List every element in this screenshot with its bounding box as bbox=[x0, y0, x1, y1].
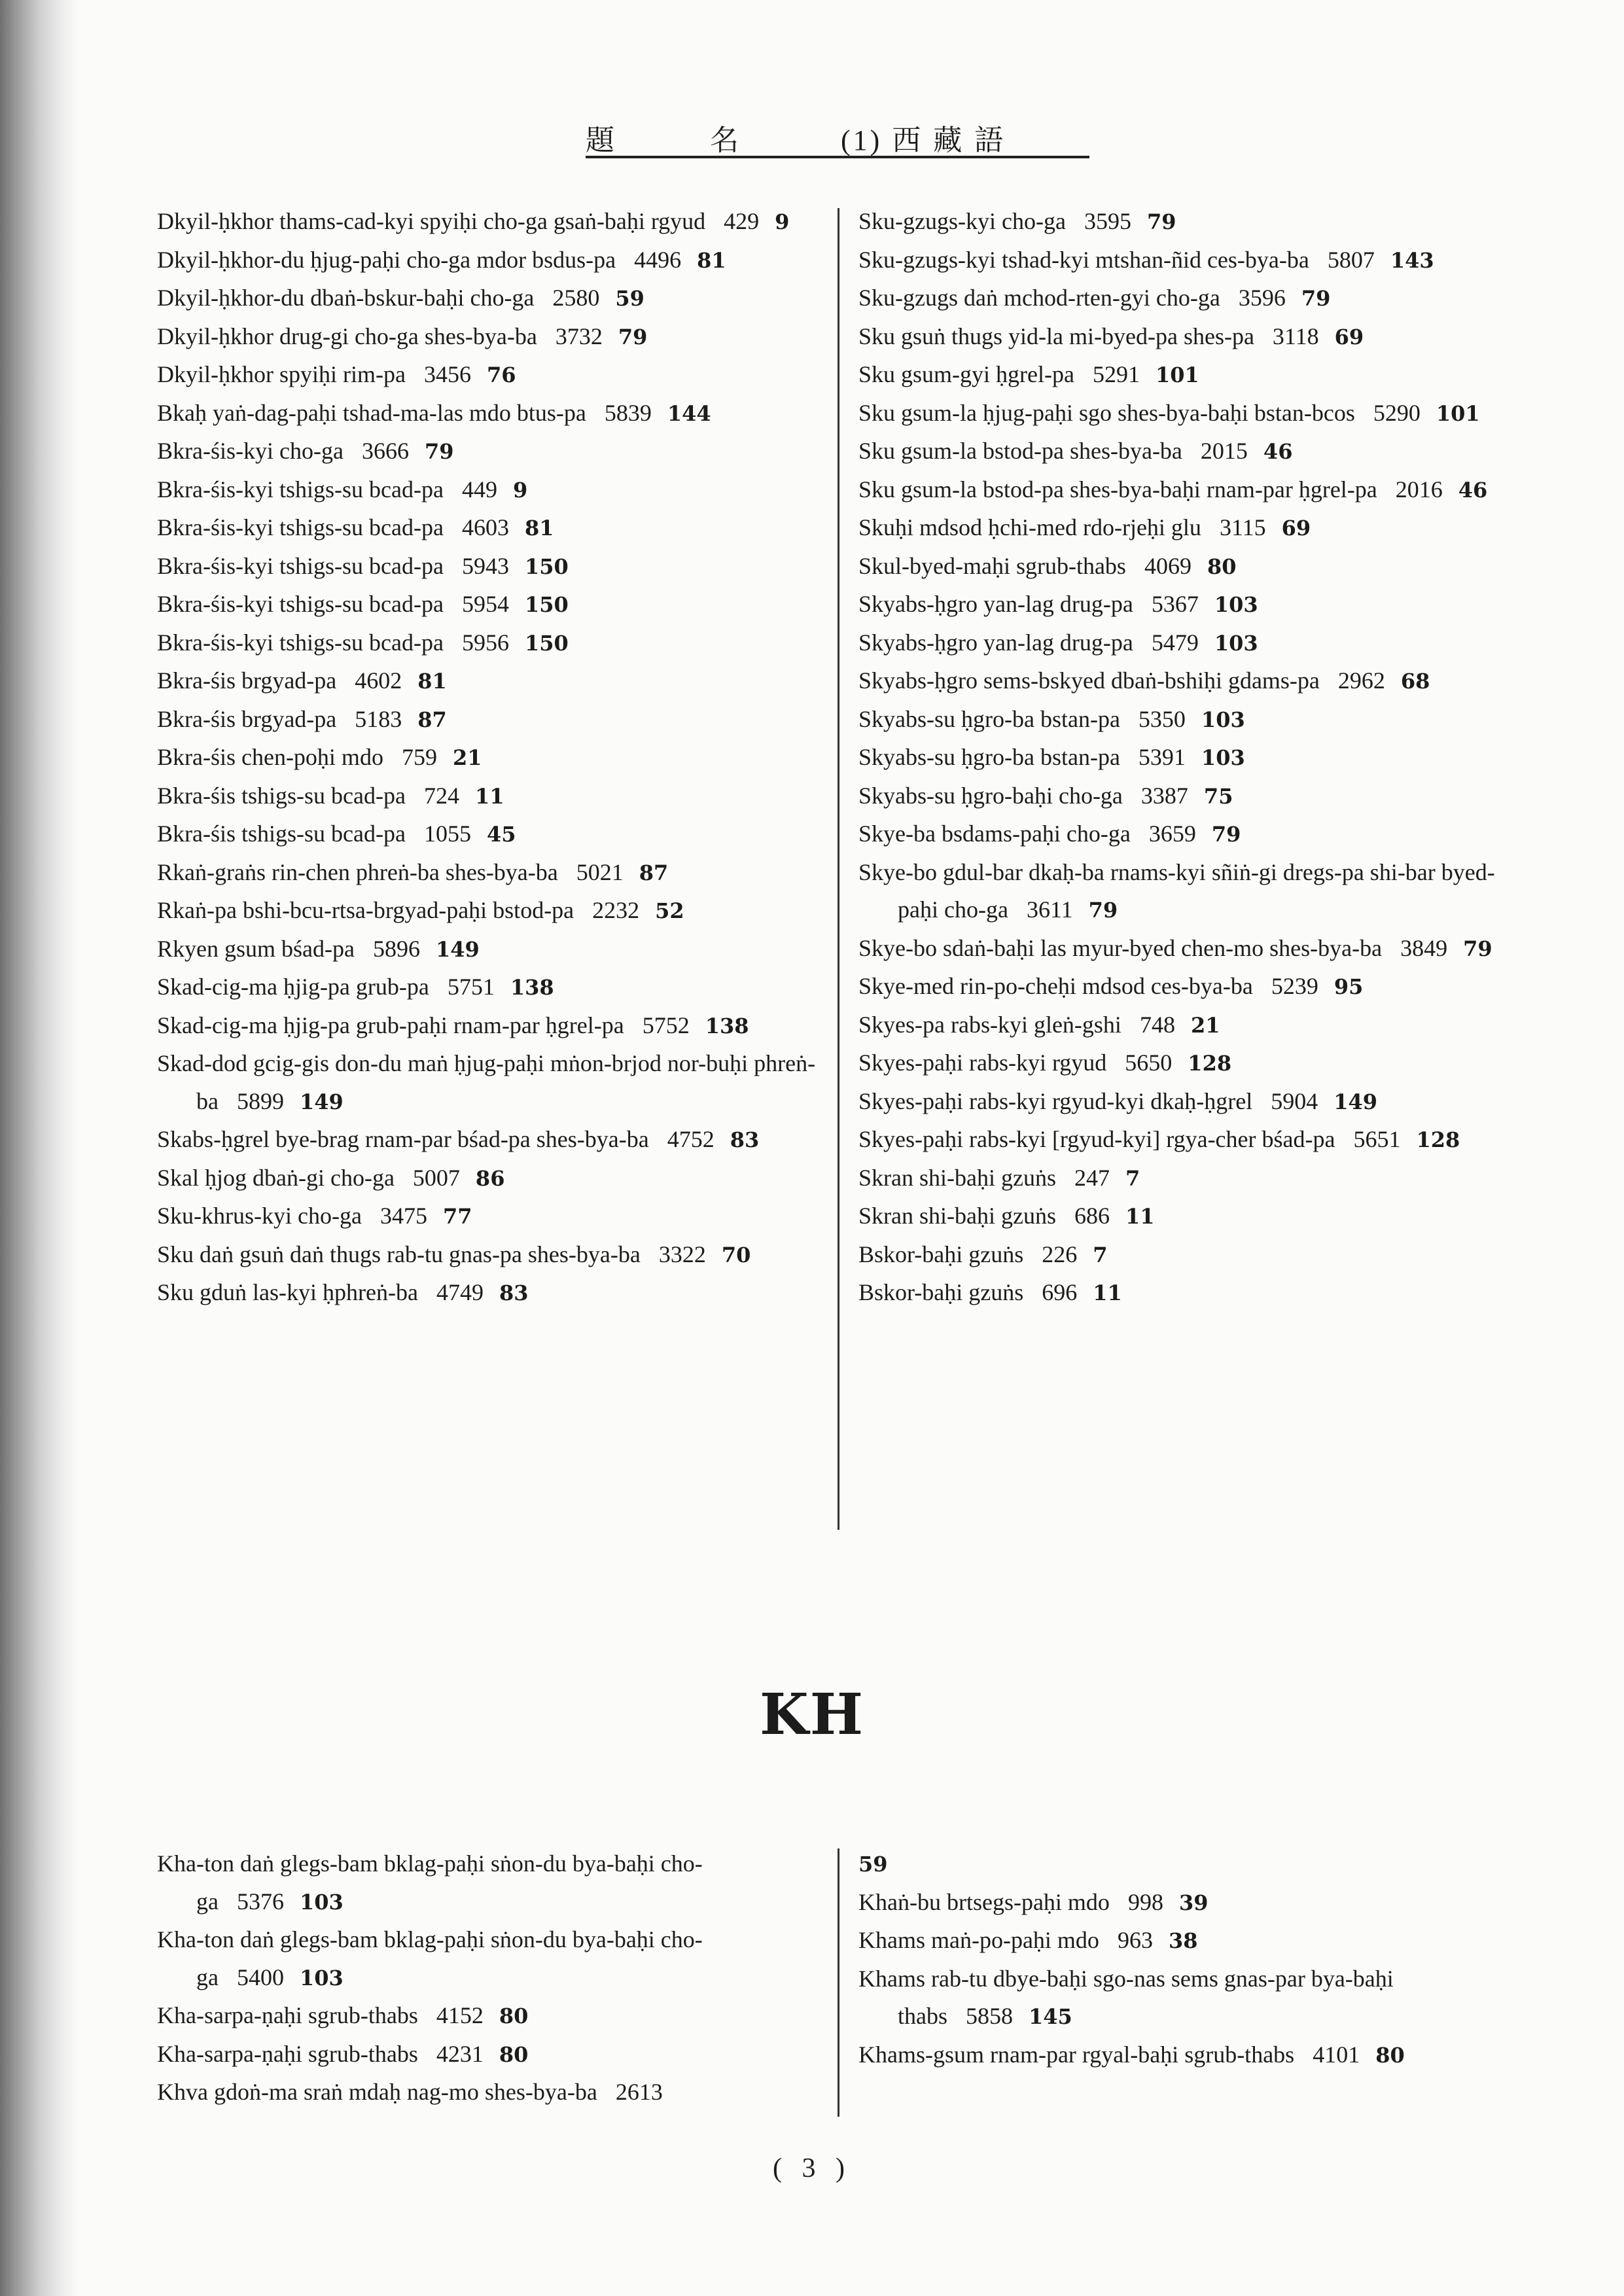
entry-catalog-number: 998 bbox=[1127, 1888, 1163, 1915]
index-entry bbox=[858, 1121, 1526, 1159]
entry-catalog-number: 4069 bbox=[1144, 552, 1192, 579]
entry-title: Sku-gzugs daṅ mchod-rten-gyi cho-ga bbox=[858, 285, 1220, 311]
entry-title: Khams rab-tu dbye-baḥi sgo-nas sems gnas-par bya-baḥi thabs bbox=[858, 1965, 1394, 2029]
entry-catalog-number: 4603 bbox=[461, 514, 509, 540]
entry-title: Skad-dod gcig-gis don-du maṅ ḥjug-paḥi mṅon-brjod nor-buḥi phreṅ-ba bbox=[157, 1050, 816, 1114]
entry-title: Skyabs-su ḥgro-ba bstan-pa bbox=[858, 705, 1120, 732]
entry-page-ref: 86 bbox=[475, 1165, 505, 1191]
index-entry bbox=[157, 777, 818, 816]
entry-page-ref: 69 bbox=[1281, 516, 1311, 540]
entry-page-ref: 103 bbox=[1214, 630, 1258, 656]
entry-page-ref: 69 bbox=[1334, 324, 1364, 349]
entry-catalog-number: 748 bbox=[1139, 1011, 1175, 1038]
index-entry bbox=[157, 203, 818, 241]
entry-page-ref: 87 bbox=[417, 707, 447, 732]
header-title-part-2: 名 bbox=[710, 124, 741, 156]
entry-page-ref: 150 bbox=[524, 554, 569, 579]
entry-catalog-number: 4101 bbox=[1313, 2041, 1360, 2068]
entry-page-ref: 80 bbox=[1375, 2042, 1405, 2068]
entry-page-ref: 80 bbox=[499, 2041, 529, 2067]
entry-catalog-number: 5021 bbox=[576, 858, 624, 885]
entry-page-ref: 79 bbox=[1463, 936, 1492, 961]
entry-title: Rkaṅ-pa bshi-bcu-rtsa-brgyad-paḥi bstod-pa bbox=[157, 897, 574, 923]
index-entry bbox=[157, 471, 818, 510]
index-entry bbox=[157, 1997, 818, 2036]
entry-title: Bkra-śis tshigs-su bcad-pa bbox=[157, 821, 406, 847]
entry-page-ref: 68 bbox=[1400, 669, 1430, 694]
entry-page-ref: 80 bbox=[499, 2004, 529, 2028]
entry-title: Skran shi-baḥi gzuṅs bbox=[858, 1164, 1056, 1191]
entry-title: Skuḥi mdsod ḥchi-med rdo-rjeḥi glu bbox=[858, 514, 1201, 540]
entry-title: Khams-gsum rnam-par rgyal-baḥi sgrub-thabs bbox=[858, 2041, 1295, 2068]
entry-page-ref: 128 bbox=[1188, 1051, 1232, 1076]
entry-title: Sku gsum-la bstod-pa shes-bya-baḥi rnam-par ḥgrel-pa bbox=[858, 476, 1377, 503]
index-entry bbox=[858, 356, 1526, 395]
index-entry bbox=[157, 1845, 818, 1921]
column-divider-bottom bbox=[838, 1848, 839, 2117]
entry-title: Bkra-śis-kyi tshigs-su bcad-pa bbox=[157, 629, 444, 656]
entry-page-ref: 101 bbox=[1436, 400, 1480, 426]
entry-title: Bkra-śis-kyi tshigs-su bcad-pa bbox=[157, 552, 444, 579]
scan-shadow-edge bbox=[0, 0, 79, 2296]
entry-catalog-number: 5956 bbox=[461, 629, 509, 656]
index-entry bbox=[858, 662, 1526, 701]
entry-catalog-number: 2613 bbox=[615, 2079, 663, 2105]
entry-catalog-number: 5290 bbox=[1373, 399, 1421, 426]
entry-title: Kha-ton daṅ glegs-bam bklag-paḥi sṅon-du bya-baḥi cho-ga bbox=[157, 1926, 703, 1990]
entry-title: Skran shi-baḥi gzuṅs bbox=[858, 1203, 1056, 1229]
entry-title: Sku-gzugs-kyi cho-ga bbox=[858, 208, 1066, 234]
entry-page-ref: 79 bbox=[1301, 286, 1331, 311]
entry-title: Skul-byed-maḥi sgrub-thabs bbox=[858, 552, 1126, 579]
entry-catalog-number: 3732 bbox=[555, 323, 603, 349]
entry-catalog-number: 3322 bbox=[658, 1241, 706, 1267]
entry-catalog-number: 3596 bbox=[1238, 285, 1286, 311]
entry-page-ref: 11 bbox=[1125, 1204, 1155, 1229]
index-entry bbox=[157, 356, 818, 395]
entry-catalog-number: 3115 bbox=[1219, 514, 1266, 540]
entry-catalog-number: 1055 bbox=[423, 821, 471, 847]
entry-catalog-number: 3666 bbox=[361, 438, 409, 464]
index-column-right-top bbox=[858, 203, 1526, 1313]
entry-page-ref: 77 bbox=[442, 1204, 472, 1229]
entry-title: Dkyil-ḥkhor drug-gi cho-ga shes-bya-ba bbox=[157, 323, 537, 349]
entry-title: Skad-cig-ma ḥjig-pa grub-paḥi rnam-par ḥgrel-pa bbox=[157, 1012, 624, 1038]
entry-page-ref: 76 bbox=[486, 362, 516, 387]
index-entry bbox=[858, 471, 1526, 510]
section-heading-kh: KH bbox=[759, 1682, 864, 1748]
entry-catalog-number: 5858 bbox=[966, 2003, 1013, 2029]
entry-catalog-number: 5954 bbox=[461, 591, 509, 617]
index-entry bbox=[157, 624, 818, 663]
entry-catalog-number: 5943 bbox=[461, 552, 509, 579]
entry-title: Bkaḥ yaṅ-dag-paḥi tshad-ma-las mdo btus-pa bbox=[157, 399, 586, 426]
entry-title: Skal ḥjog dbaṅ-gi cho-ga bbox=[157, 1164, 395, 1191]
index-entry bbox=[157, 968, 818, 1007]
entry-catalog-number: 5751 bbox=[447, 974, 495, 1000]
entry-catalog-number: 5752 bbox=[642, 1012, 690, 1038]
index-entry bbox=[858, 586, 1526, 624]
index-entry bbox=[157, 1197, 818, 1236]
entry-title: Rkaṅ-graṅs rin-chen phreṅ-ba shes-bya-ba bbox=[157, 858, 558, 885]
index-entry bbox=[858, 624, 1526, 663]
entry-catalog-number: 2015 bbox=[1200, 438, 1248, 464]
entry-catalog-number: 5239 bbox=[1271, 973, 1318, 999]
index-entry bbox=[157, 701, 818, 739]
entry-title: Bkra-śis-kyi cho-ga bbox=[157, 438, 344, 464]
entry-page-ref: 138 bbox=[705, 1013, 749, 1038]
entry-page-ref: 103 bbox=[1214, 592, 1258, 617]
entry-page-ref: 79 bbox=[1088, 898, 1118, 923]
entry-title: Bkra-śis tshigs-su bcad-pa bbox=[157, 782, 406, 809]
entry-title: Bkra-śis-kyi tshigs-su bcad-pa bbox=[157, 514, 444, 540]
entry-page-ref: 81 bbox=[524, 516, 554, 540]
entry-page-ref: 9 bbox=[512, 477, 528, 503]
entry-catalog-number: 3456 bbox=[423, 361, 471, 387]
index-entry bbox=[858, 1044, 1526, 1083]
entry-page-ref: 79 bbox=[424, 439, 454, 464]
entry-page-ref: 52 bbox=[655, 898, 684, 923]
entry-title: Khva gdoṅ-ma sraṅ mdaḥ nag-mo shes-bya-ba bbox=[157, 2079, 597, 2105]
entry-title: Dkyil-ḥkhor-du ḥjug-paḥi cho-ga mdor bsdus-pa bbox=[157, 246, 616, 273]
index-entry bbox=[858, 701, 1526, 739]
entry-page-ref: 103 bbox=[1201, 745, 1245, 770]
entry-title: Skad-cig-ma ḥjig-pa grub-pa bbox=[157, 974, 429, 1000]
entry-catalog-number: 5291 bbox=[1092, 361, 1140, 387]
entry-title: Skyes-pa rabs-kyi gleṅ-gshi bbox=[858, 1011, 1121, 1038]
entry-page-ref: 59 bbox=[858, 1852, 888, 1877]
entry-page-ref: 79 bbox=[1146, 209, 1176, 234]
entry-title: Sku gsum-la bstod-pa shes-bya-ba bbox=[858, 438, 1182, 464]
index-entry bbox=[157, 279, 818, 318]
index-entry bbox=[157, 739, 818, 777]
entry-title: Bkra-śis-kyi tshigs-su bcad-pa bbox=[157, 591, 444, 617]
index-entry bbox=[157, 1274, 818, 1313]
entry-page-ref: 21 bbox=[452, 745, 482, 770]
entry-catalog-number: 5007 bbox=[412, 1164, 460, 1191]
entry-title: Dkyil-ḥkhor-du dbaṅ-bskur-baḥi cho-ga bbox=[157, 285, 535, 311]
entry-catalog-number: 449 bbox=[461, 476, 497, 503]
entry-catalog-number: 5839 bbox=[604, 399, 652, 426]
index-entry bbox=[858, 548, 1526, 586]
entry-page-ref: 103 bbox=[299, 1965, 344, 1990]
entry-title: Skyabs-ḥgro yan-lag drug-pa bbox=[858, 591, 1133, 617]
entry-page-ref: 145 bbox=[1029, 2004, 1072, 2029]
index-entry bbox=[157, 662, 818, 701]
entry-catalog-number: 5350 bbox=[1138, 705, 1186, 732]
entry-catalog-number: 759 bbox=[401, 744, 437, 770]
entry-page-ref: 21 bbox=[1190, 1012, 1220, 1038]
index-entry bbox=[157, 586, 818, 624]
entry-page-ref: 7 bbox=[1093, 1242, 1108, 1267]
index-column-left-top bbox=[157, 203, 818, 1313]
index-entry bbox=[858, 1197, 1526, 1236]
index-entry bbox=[157, 433, 818, 471]
index-entry bbox=[858, 433, 1526, 471]
index-entry bbox=[858, 930, 1526, 968]
entry-title: Bskor-baḥi gzuṅs bbox=[858, 1241, 1024, 1267]
entry-page-ref: 87 bbox=[639, 860, 669, 885]
index-entry bbox=[157, 1159, 818, 1198]
entry-page-ref: 80 bbox=[1207, 554, 1237, 579]
entry-title: Bskor-baḥi gzuṅs bbox=[858, 1279, 1024, 1305]
entry-catalog-number: 3849 bbox=[1400, 934, 1448, 961]
entry-page-ref: 79 bbox=[1211, 822, 1241, 847]
entry-catalog-number: 2016 bbox=[1395, 476, 1443, 503]
entry-catalog-number: 2962 bbox=[1337, 667, 1385, 694]
index-entry bbox=[858, 241, 1526, 280]
entry-catalog-number: 5367 bbox=[1151, 591, 1199, 617]
entry-title: Kha-ton daṅ glegs-bam bklag-paḥi sṅon-du bya-baḥi cho-ga bbox=[157, 1850, 703, 1915]
entry-title: Sku gsum-la ḥjug-paḥi sgo shes-bya-baḥi bstan-bcos bbox=[858, 399, 1355, 426]
entry-page-ref: 79 bbox=[618, 324, 648, 349]
entry-catalog-number: 429 bbox=[724, 208, 760, 234]
index-entry bbox=[858, 318, 1526, 357]
entry-page-ref: 103 bbox=[299, 1889, 344, 1915]
entry-catalog-number: 2580 bbox=[552, 285, 600, 311]
index-entry bbox=[157, 1007, 818, 1046]
entry-catalog-number: 5183 bbox=[355, 705, 402, 732]
index-entry bbox=[157, 892, 818, 930]
entry-title: Skyabs-ḥgro sems-bskyed dbaṅ-bshiḥi gdams-pa bbox=[858, 667, 1320, 694]
entry-catalog-number: 3659 bbox=[1148, 821, 1196, 847]
header-title-part-1: 題 bbox=[586, 124, 617, 156]
index-entry bbox=[858, 1159, 1526, 1198]
entry-catalog-number: 4231 bbox=[436, 2040, 484, 2067]
index-entry bbox=[858, 1960, 1526, 2036]
entry-catalog-number: 4496 bbox=[634, 246, 682, 273]
entry-page-ref: 138 bbox=[510, 975, 554, 1000]
entry-page-ref: 11 bbox=[1093, 1280, 1122, 1305]
entry-page-ref: 11 bbox=[474, 783, 504, 809]
entry-catalog-number: 3387 bbox=[1140, 782, 1188, 809]
entry-title: Kha-sarpa-ṇaḥi sgrub-thabs bbox=[157, 2002, 418, 2028]
entry-catalog-number: 5650 bbox=[1125, 1050, 1173, 1076]
index-entry bbox=[157, 2074, 818, 2112]
entry-catalog-number: 4752 bbox=[667, 1126, 715, 1152]
index-entry bbox=[157, 395, 818, 433]
index-entry bbox=[157, 548, 818, 586]
index-column-left-bottom bbox=[157, 1845, 818, 2112]
entry-title: Skye-ba bsdams-paḥi cho-ga bbox=[858, 821, 1131, 847]
page-number: ( 3 ) bbox=[773, 2153, 851, 2183]
entry-page-ref: 7 bbox=[1125, 1165, 1140, 1191]
entry-catalog-number: 5807 bbox=[1327, 246, 1375, 273]
entry-page-ref: 149 bbox=[1333, 1089, 1378, 1114]
entry-page-ref: 103 bbox=[1201, 707, 1245, 732]
entry-title: Skye-bo gdul-bar dkaḥ-ba rnams-kyi sñiṅ-gi dregs-pa shi-bar byed-paḥi cho-ga bbox=[858, 858, 1495, 923]
entry-title: Skyabs-ḥgro yan-lag drug-pa bbox=[858, 629, 1133, 656]
entry-catalog-number: 5400 bbox=[236, 1964, 284, 1990]
entry-page-ref: 83 bbox=[499, 1280, 529, 1305]
index-entry bbox=[157, 930, 818, 969]
entry-page-ref: 39 bbox=[1178, 1890, 1209, 1915]
index-entry bbox=[157, 815, 818, 854]
index-entry bbox=[157, 1236, 818, 1275]
entry-title: Skye-med rin-po-cheḥi mdsod ces-bya-ba bbox=[858, 973, 1253, 999]
index-entry bbox=[858, 395, 1526, 433]
entry-title: Sku-gzugs-kyi tshad-kyi mtshan-ñid ces-bya-ba bbox=[858, 246, 1309, 273]
entry-catalog-number: 4152 bbox=[436, 2002, 484, 2028]
index-entry bbox=[858, 854, 1526, 930]
index-entry bbox=[858, 1006, 1526, 1045]
entry-catalog-number: 5904 bbox=[1271, 1087, 1318, 1114]
index-entry bbox=[157, 241, 818, 280]
index-entry bbox=[858, 815, 1526, 854]
entry-page-ref: 95 bbox=[1333, 974, 1364, 999]
entry-catalog-number: 3611 bbox=[1026, 896, 1073, 923]
entry-catalog-number: 4749 bbox=[436, 1279, 484, 1305]
entry-catalog-number: 5651 bbox=[1353, 1126, 1401, 1152]
index-entry bbox=[858, 1236, 1526, 1275]
index-entry bbox=[157, 509, 818, 548]
column-divider-top bbox=[838, 208, 839, 1530]
entry-title: Sku gsuṅ thugs yid-la mi-byed-pa shes-pa bbox=[858, 323, 1254, 349]
entry-catalog-number: 247 bbox=[1074, 1164, 1110, 1191]
entry-title: Skyes-paḥi rabs-kyi rgyud-kyi dkaḥ-ḥgrel bbox=[858, 1087, 1253, 1114]
entry-catalog-number: 5896 bbox=[372, 935, 420, 962]
entry-title: Sku gsum-gyi ḥgrel-pa bbox=[858, 361, 1074, 387]
entry-page-ref: 143 bbox=[1390, 247, 1434, 273]
entry-catalog-number: 5376 bbox=[236, 1888, 284, 1915]
entry-page-ref: 9 bbox=[775, 209, 790, 234]
index-entry bbox=[858, 509, 1526, 548]
index-entry bbox=[858, 1274, 1526, 1313]
entry-title: Kha-sarpa-ṇaḥi sgrub-thabs bbox=[157, 2040, 418, 2067]
entry-title: Sku daṅ gsuṅ daṅ thugs rab-tu gnas-pa shes-bya-ba bbox=[157, 1241, 641, 1267]
entry-page-ref: 38 bbox=[1168, 1928, 1198, 1953]
entry-title: Bkra-śis brgyad-pa bbox=[157, 667, 337, 694]
entry-page-ref: 144 bbox=[667, 400, 711, 426]
index-entry bbox=[858, 203, 1526, 241]
running-header bbox=[586, 110, 1089, 158]
entry-title: Dkyil-ḥkhor spyiḥi rim-pa bbox=[157, 361, 406, 387]
entry-catalog-number: 3118 bbox=[1272, 323, 1319, 349]
entry-page-ref: 101 bbox=[1155, 362, 1199, 387]
index-entry bbox=[157, 1045, 818, 1121]
index-entry bbox=[858, 2036, 1526, 2075]
entry-catalog-number: 963 bbox=[1117, 1927, 1153, 1953]
entry-page-ref: 149 bbox=[435, 936, 480, 962]
entry-catalog-number: 4602 bbox=[355, 667, 402, 694]
entry-title: Dkyil-ḥkhor thams-cad-kyi spyiḥi cho-ga gsaṅ-baḥi rgyud bbox=[157, 208, 706, 234]
entry-page-ref: 149 bbox=[299, 1089, 344, 1114]
entry-page-ref: 46 bbox=[1458, 477, 1488, 503]
entry-page-ref: 81 bbox=[697, 247, 726, 273]
entry-catalog-number: 2232 bbox=[592, 897, 640, 923]
index-entry bbox=[858, 739, 1526, 777]
index-entry bbox=[858, 1922, 1526, 1960]
entry-title: Bkra-śis chen-poḥi mdo bbox=[157, 744, 383, 770]
index-entry bbox=[157, 1121, 818, 1159]
entry-title: Skyes-paḥi rabs-kyi [rgyud-kyi] rgya-cher bśad-pa bbox=[858, 1126, 1335, 1152]
entry-catalog-number: 686 bbox=[1074, 1203, 1110, 1229]
entry-catalog-number: 5899 bbox=[236, 1087, 284, 1114]
entry-title: Sku-khrus-kyi cho-ga bbox=[157, 1203, 362, 1229]
index-column-right-bottom bbox=[858, 1845, 1526, 2074]
index-entry bbox=[157, 318, 818, 357]
index-entry bbox=[858, 1845, 1526, 1884]
entry-page-ref: 128 bbox=[1416, 1127, 1460, 1152]
entry-catalog-number: 226 bbox=[1042, 1241, 1078, 1267]
entry-page-ref: 150 bbox=[524, 630, 569, 656]
entry-page-ref: 150 bbox=[524, 592, 569, 617]
index-entry bbox=[858, 1884, 1526, 1922]
entry-catalog-number: 3595 bbox=[1084, 208, 1131, 234]
entry-page-ref: 59 bbox=[615, 286, 644, 311]
index-entry bbox=[858, 279, 1526, 318]
index-entry bbox=[858, 968, 1526, 1006]
entry-catalog-number: 5479 bbox=[1151, 629, 1199, 656]
entry-title: Skabs-ḥgrel bye-brag rnam-par bśad-pa shes-bya-ba bbox=[157, 1126, 649, 1152]
entry-title: Skye-bo sdaṅ-baḥi las myur-byed chen-mo shes-bya-ba bbox=[858, 934, 1383, 961]
entry-page-ref: 81 bbox=[417, 669, 447, 694]
entry-page-ref: 70 bbox=[721, 1242, 751, 1267]
entry-page-ref: 45 bbox=[486, 822, 516, 847]
entry-catalog-number: 5391 bbox=[1138, 744, 1186, 770]
index-entry bbox=[157, 1921, 818, 1997]
entry-title: Bkra-śis brgyad-pa bbox=[157, 705, 337, 732]
index-entry bbox=[858, 1083, 1526, 1122]
header-section-label: (1) 西 藏 語 bbox=[841, 124, 1006, 156]
entry-title: Bkra-śis-kyi tshigs-su bcad-pa bbox=[157, 476, 444, 503]
entry-title: Skyabs-su ḥgro-ba bstan-pa bbox=[858, 744, 1120, 770]
entry-page-ref: 83 bbox=[730, 1127, 760, 1152]
entry-title: Khams maṅ-po-paḥi mdo bbox=[858, 1927, 1099, 1953]
entry-title: Skyes-paḥi rabs-kyi rgyud bbox=[858, 1050, 1107, 1076]
entry-title: Khaṅ-bu brtsegs-paḥi mdo bbox=[858, 1888, 1110, 1915]
entry-page-ref: 46 bbox=[1263, 439, 1293, 464]
index-entry bbox=[157, 2036, 818, 2074]
index-entry bbox=[157, 854, 818, 892]
entry-page-ref: 75 bbox=[1203, 783, 1233, 809]
entry-catalog-number: 3475 bbox=[380, 1203, 427, 1229]
entry-catalog-number: 724 bbox=[423, 782, 459, 809]
entry-title: Rkyen gsum bśad-pa bbox=[157, 935, 355, 962]
entry-title: Skyabs-su ḥgro-baḥi cho-ga bbox=[858, 782, 1123, 809]
entry-title: Sku gduṅ las-kyi ḥphreṅ-ba bbox=[157, 1279, 418, 1305]
index-entry bbox=[858, 777, 1526, 816]
entry-catalog-number: 696 bbox=[1042, 1279, 1078, 1305]
